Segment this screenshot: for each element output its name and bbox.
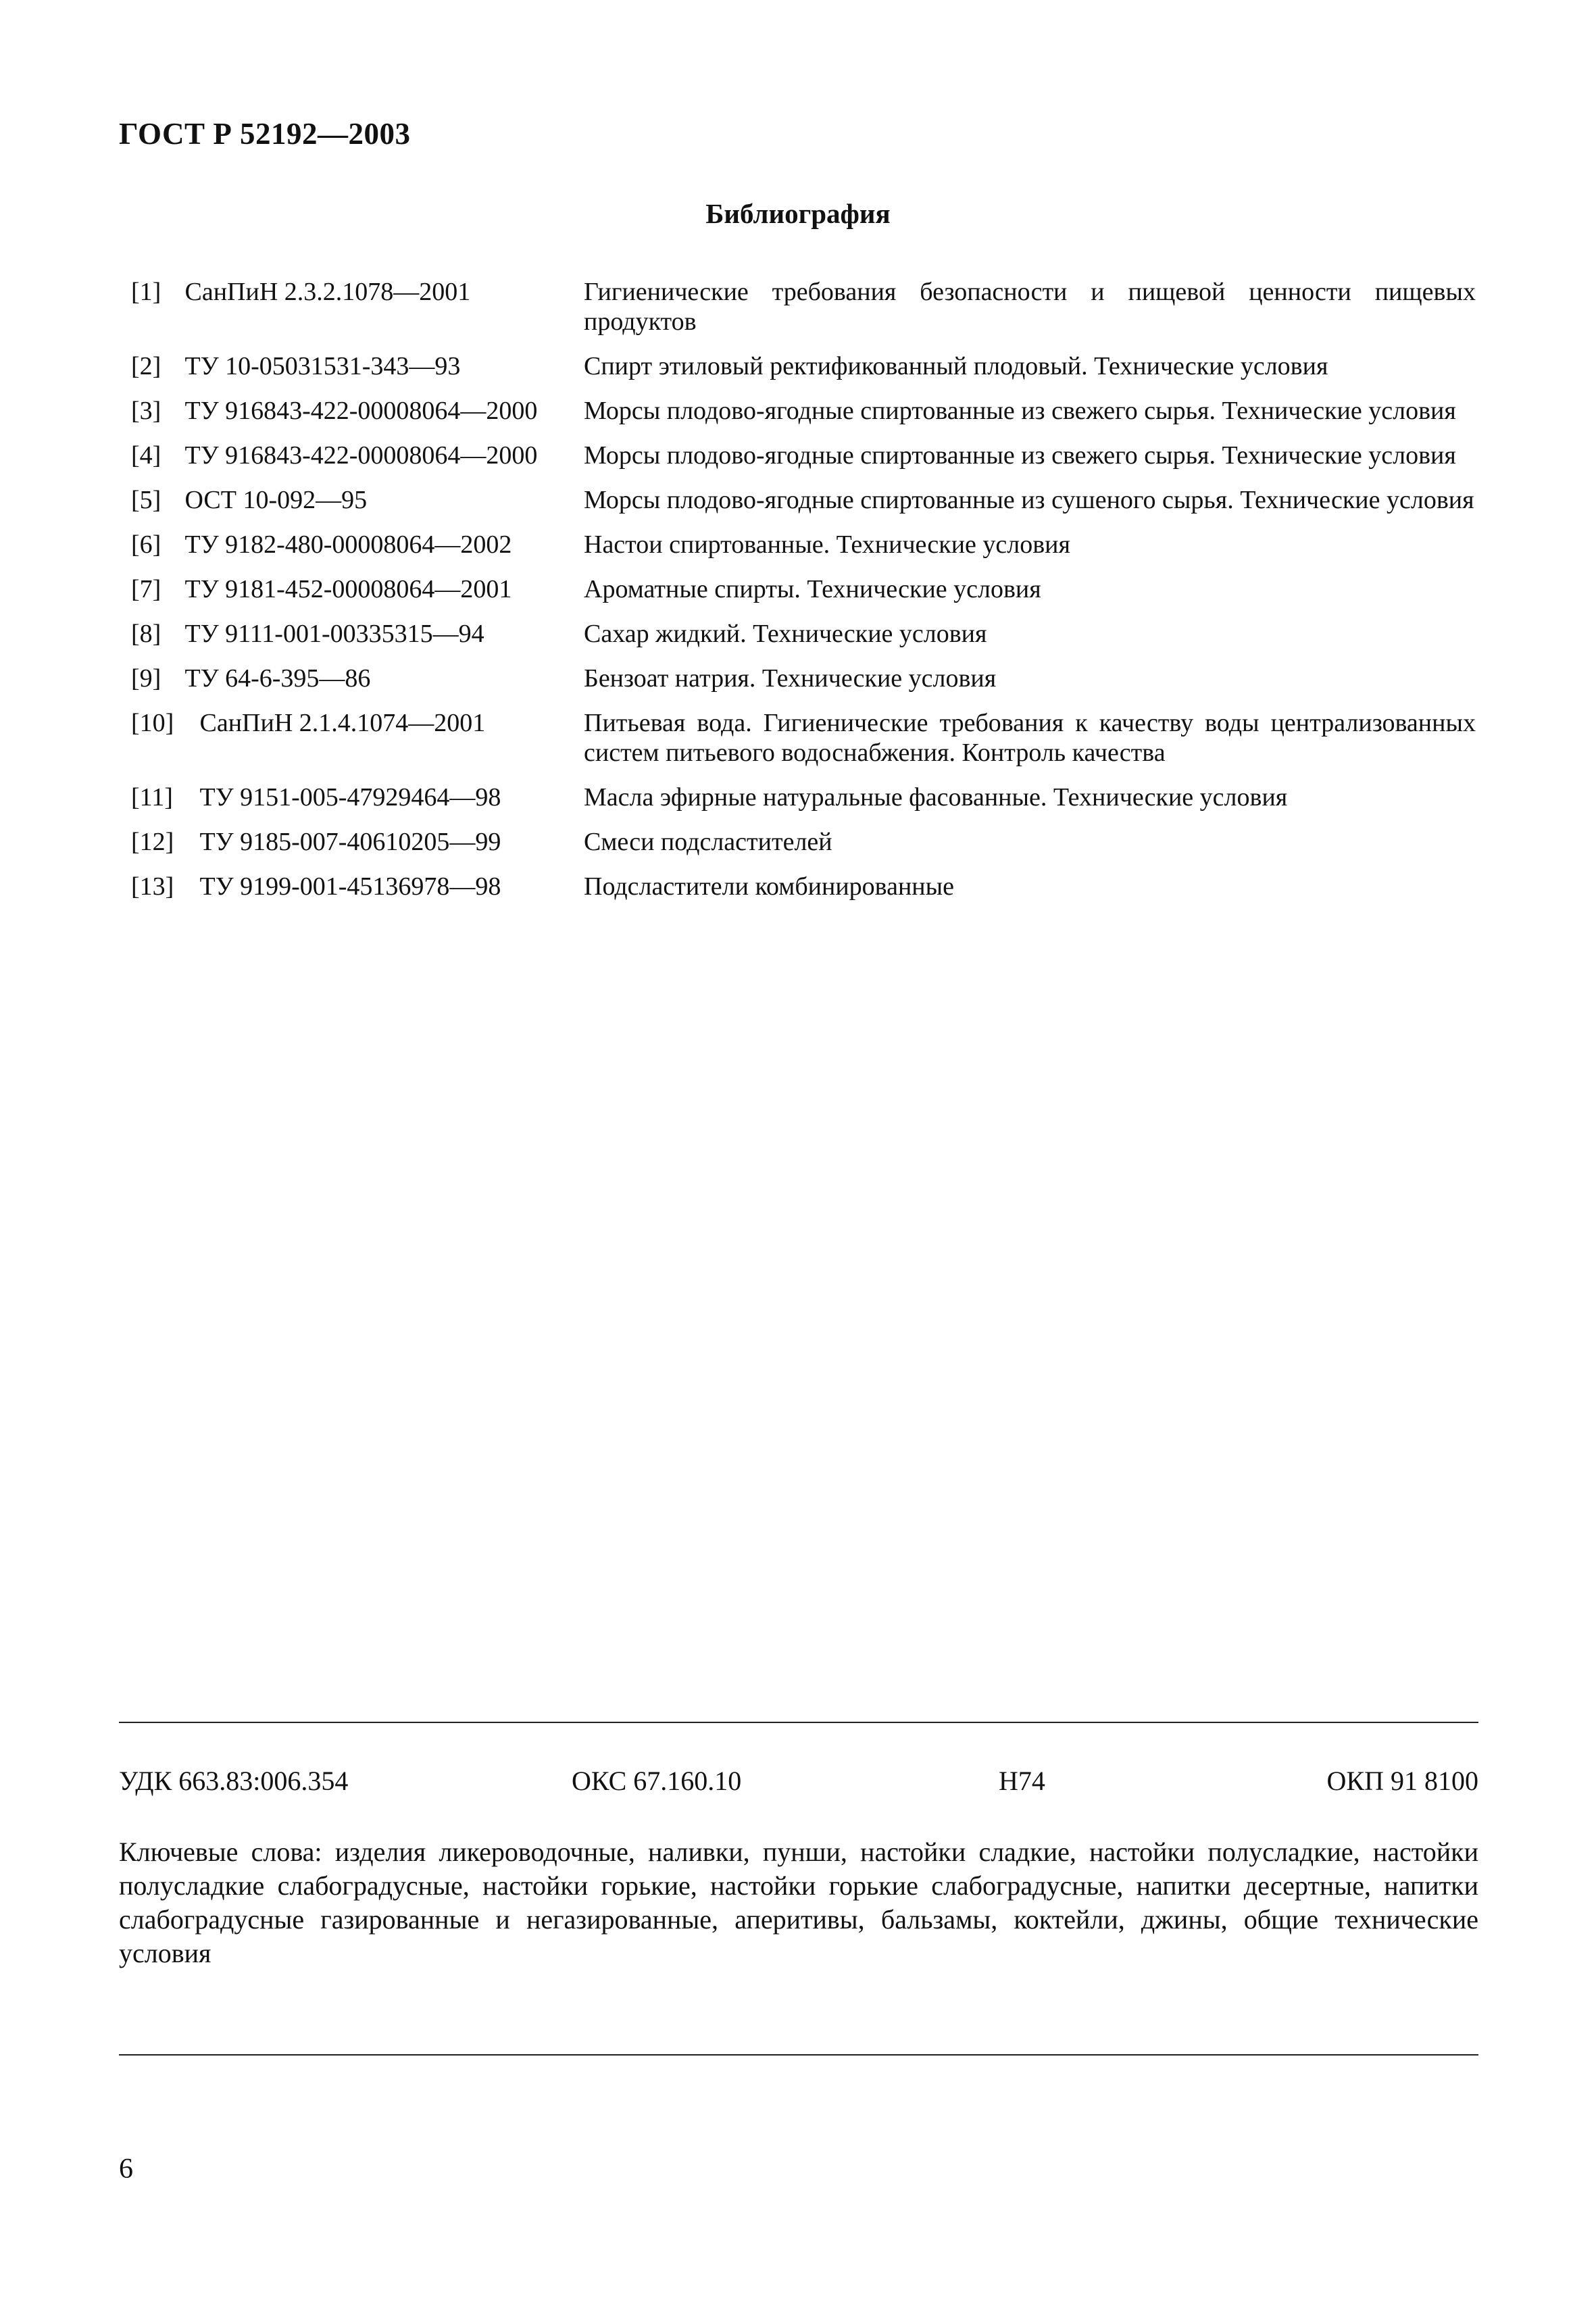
entry-code: ТУ 9182-480-00008064—2002 xyxy=(184,530,512,559)
bibliography-list xyxy=(131,277,1476,916)
entry-description: Морсы плодово-ягодные спиртованные из сушеного сырья. Технические условия xyxy=(584,486,1474,514)
bibliography-entry xyxy=(131,396,1476,426)
bibliography-entry xyxy=(131,619,1476,649)
bibliography-entry xyxy=(131,530,1476,559)
entry-number: [13] xyxy=(131,872,174,901)
entry-code: ТУ 9151-005-47929464—98 xyxy=(199,783,501,812)
udk-code: УДК 663.83:006.354 xyxy=(119,1766,349,1796)
bibliography-entry xyxy=(131,782,1476,812)
entry-description: Настои спиртованные. Технические условия xyxy=(584,530,1070,559)
entry-number: [6] xyxy=(131,530,161,559)
entry-code: ТУ 916843-422-00008064—2000 xyxy=(184,397,538,425)
bibliography-title: Библиография xyxy=(705,198,891,229)
entry-description: Питьевая вода. Гигиенические требования к качеству воды централизованных систем питьевого водоснабжения. Контроль качества xyxy=(584,709,1476,767)
entry-code: ТУ 9111-001-00335315—94 xyxy=(184,620,484,648)
entry-code: СанПиН 2.3.2.1078—2001 xyxy=(184,278,471,306)
group-code: Н74 xyxy=(999,1766,1045,1796)
entry-number: [9] xyxy=(131,664,161,693)
bibliography-entry xyxy=(131,827,1476,857)
bibliography-entry xyxy=(131,351,1476,381)
entry-description: Спирт этиловый ректификованный плодовый. Технические условия xyxy=(584,352,1328,380)
entry-number: [3] xyxy=(131,397,161,425)
okp-code: ОКП 91 8100 xyxy=(1326,1766,1478,1796)
entry-number: [7] xyxy=(131,575,161,603)
entry-code: ТУ 9181-452-00008064—2001 xyxy=(184,575,512,603)
entry-code: ТУ 916843-422-00008064—2000 xyxy=(184,441,538,470)
divider-bottom xyxy=(119,2054,1478,2056)
entry-description: Смеси подсластителей xyxy=(584,828,832,856)
entry-code: ОСТ 10-092—95 xyxy=(184,486,368,514)
classification-codes xyxy=(119,1765,1478,1799)
entry-number: [10] xyxy=(131,709,174,737)
bibliography-entry xyxy=(131,708,1476,768)
bibliography-entry xyxy=(131,277,1476,337)
divider-top xyxy=(119,1722,1478,1723)
entry-description: Ароматные спирты. Технические условия xyxy=(584,575,1041,603)
bibliography-entry xyxy=(131,485,1476,515)
entry-code: ТУ 9199-001-45136978—98 xyxy=(199,872,501,901)
entry-description: Бензоат натрия. Технические условия xyxy=(584,664,997,693)
entry-number: [5] xyxy=(131,486,161,514)
entry-description: Сахар жидкий. Технические условия xyxy=(584,620,987,648)
entry-number: [4] xyxy=(131,441,161,470)
entry-description: Подсластители комбинированные xyxy=(584,872,955,901)
entry-code: СанПиН 2.1.4.1074—2001 xyxy=(199,709,486,737)
oks-code: ОКС 67.160.10 xyxy=(572,1766,742,1796)
entry-number: [2] xyxy=(131,352,161,380)
bibliography-entry xyxy=(131,872,1476,901)
entry-code: ТУ 64-6-395—86 xyxy=(184,664,371,693)
entry-number: [8] xyxy=(131,620,161,648)
entry-number: [11] xyxy=(131,783,173,812)
entry-number: [12] xyxy=(131,828,174,856)
entry-code: ТУ 9185-007-40610205—99 xyxy=(199,828,501,856)
bibliography-entry xyxy=(131,441,1476,470)
document-header: ГОСТ Р 52192—2003 xyxy=(119,117,411,151)
bibliography-entry xyxy=(131,664,1476,693)
page-number: 6 xyxy=(119,2154,133,2185)
entry-description: Морсы плодово-ягодные спиртованные из свежего сырья. Технические условия xyxy=(584,397,1456,425)
keywords-paragraph: Ключевые слова: изделия ликероводочные, наливки, пунши, настойки сладкие, настойки полусладкие, настойки полусладкие слабоградусные, настойки горькие, настойки горькие слабоградусные, напитки десертные, напитки слабоградусные газированные и негазированные, аперитивы, бальзамы, коктейли, джины, общие технические условия xyxy=(119,1837,1478,1968)
entry-description: Гигиенические требования безопасности и пищевой ценности пищевых продуктов xyxy=(584,278,1476,336)
entry-code: ТУ 10-05031531-343—93 xyxy=(184,352,461,380)
entry-description: Морсы плодово-ягодные спиртованные из свежего сырья. Технические условия xyxy=(584,441,1456,470)
entry-description: Масла эфирные натуральные фасованные. Технические условия xyxy=(584,783,1288,812)
entry-number: [1] xyxy=(131,278,161,306)
bibliography-entry xyxy=(131,574,1476,604)
